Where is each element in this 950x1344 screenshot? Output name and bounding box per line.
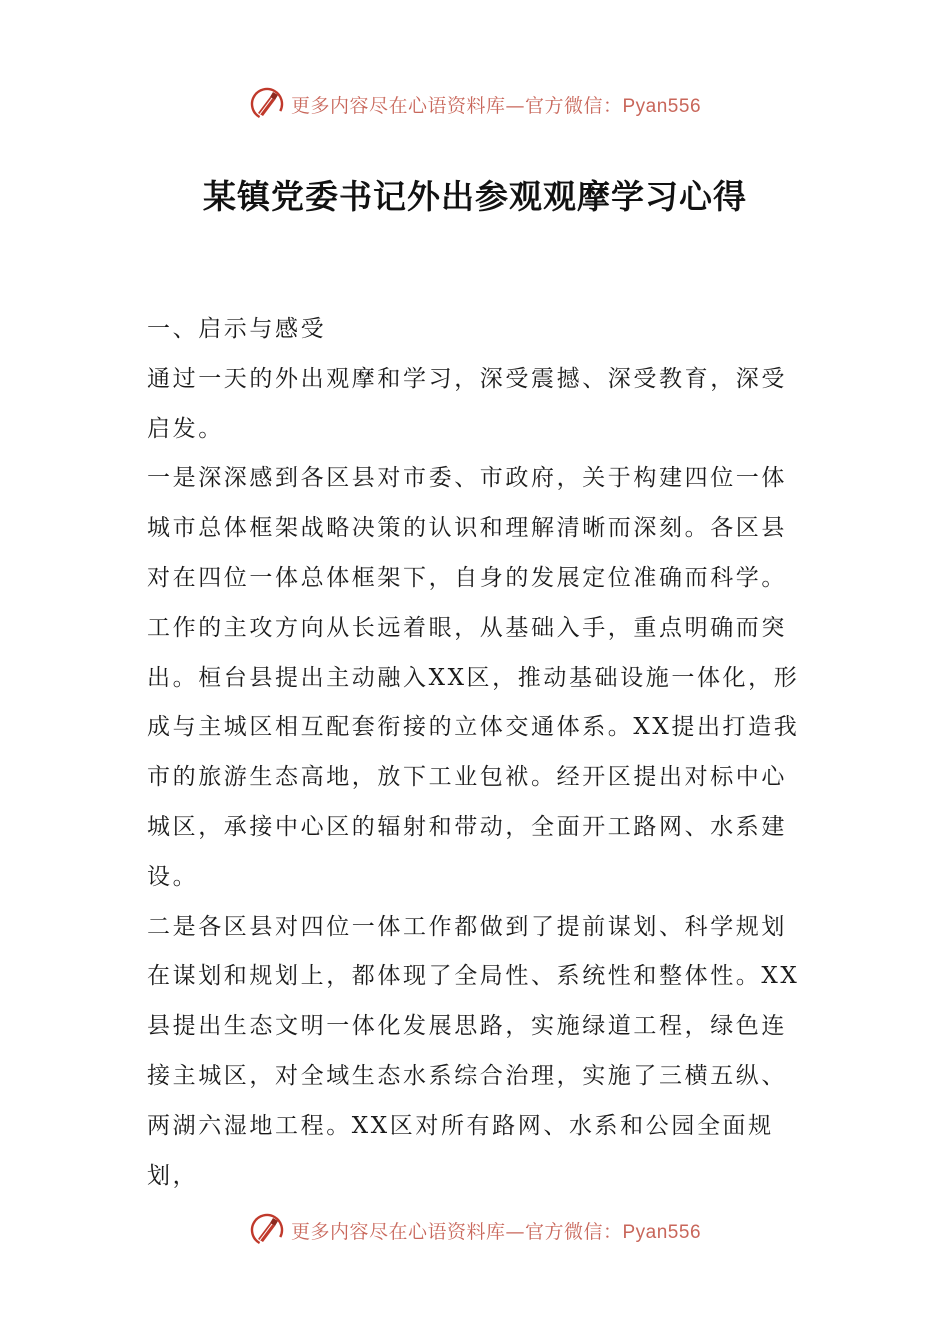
header-banner-text: 更多内容尽在心语资料库—官方微信：Pyan556 — [290, 94, 702, 117]
wechat-id: Pyan556 — [622, 1221, 702, 1243]
body-paragraph: 一是深深感到各区县对市委、市政府，关于构建四位一体城市总体框架战略决策的认识和理解清晰而深刻。各区县对在四位一体总体框架下，自身的发展定位准确而科学。工作的主攻方向从长远着眼，从基础入手，重点明确而突出。桓台县提出主动融入XX区，推动基础设施一体化，形成与主城区相互配套衔接的立体交通体系。XX提出打造我市的旅游生态高地，放下工业包袱。经开区提出对标中心城区，承接中心区的辐射和带动，全面开工路网、水系建设。 — [147, 465, 800, 890]
section-heading: 一、启示与感受 — [147, 316, 327, 342]
body-paragraph: 二是各区县对四位一体工作都做到了提前谋划、科学规划在谋划和规划上，都体现了全局性、系统性和整体性。XX县提出生态文明一体化发展思路，实施绿道工程，绿色连接主城区，对全域生态水系综合治理，实施了三横五纵、两湖六湿地工程。XX区对所有路网、水系和公园全面规划， — [147, 913, 800, 1189]
pen-nib-logo-icon — [249, 1212, 285, 1248]
wechat-id: Pyan556 — [622, 95, 702, 117]
document-title: 某镇党委书记外出参观观摩学习心得 — [203, 177, 747, 216]
pen-nib-logo-icon — [249, 86, 285, 122]
document-body — [147, 305, 807, 1201]
header-banner — [0, 84, 950, 124]
footer-banner — [0, 1210, 950, 1250]
footer-banner-text: 更多内容尽在心语资料库—官方微信：Pyan556 — [290, 1220, 702, 1243]
body-paragraph: 通过一天的外出观摩和学习，深受震撼、深受教育，深受启发。 — [147, 365, 787, 442]
